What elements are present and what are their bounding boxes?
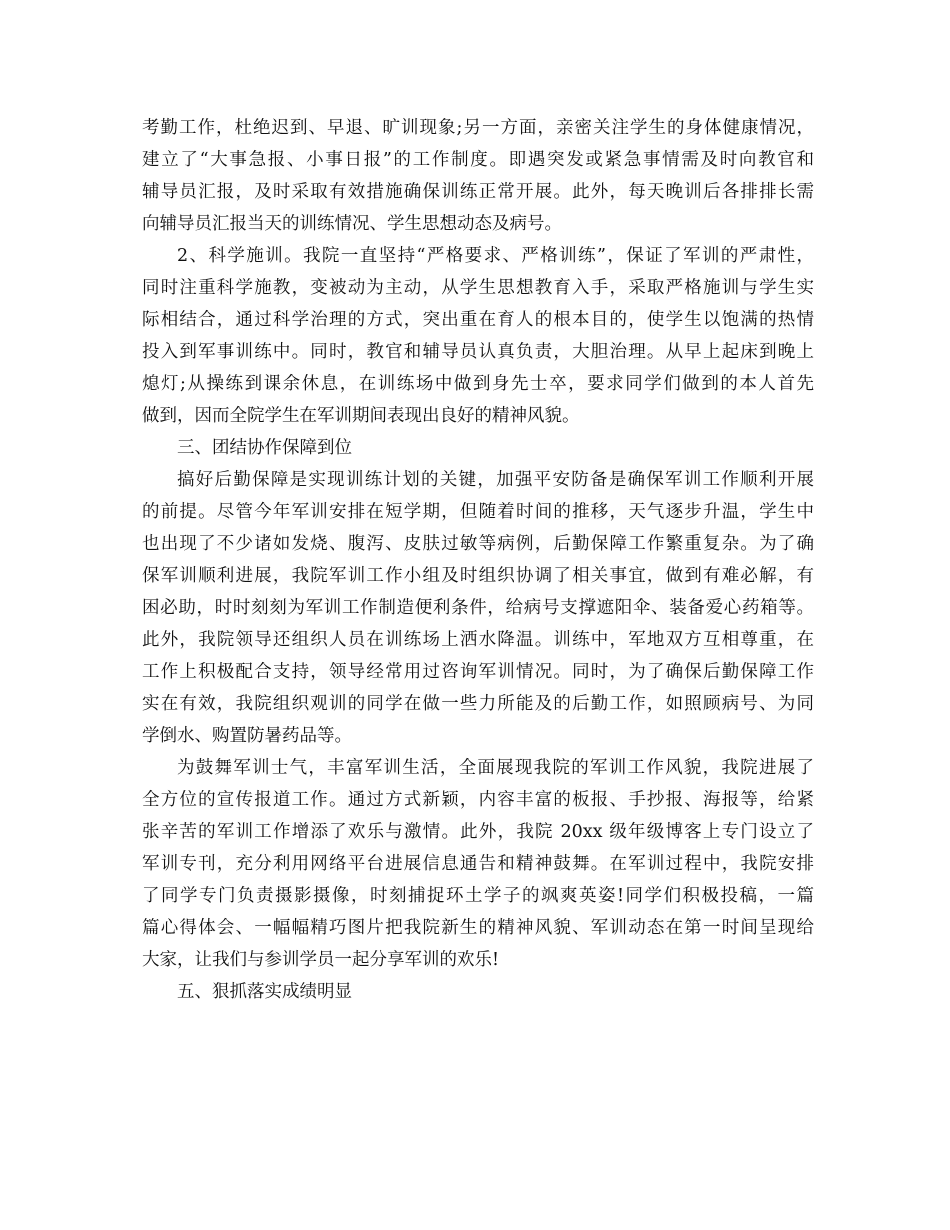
text-line: 大家，让我们与参训学员一起分享军训的欢乐! — [142, 950, 500, 970]
text-line: 三、团结协作保障到位 — [177, 438, 352, 458]
text-line: 全方位的宣传报道工作。通过方式新颖，内容丰富的板报、手抄报、海报等，给紧 — [142, 790, 814, 810]
text-line: 际相结合，通过科学治理的方式，突出重在育人的根本目的，使学生以饱满的热情 — [142, 310, 814, 330]
text-line: 向辅导员汇报当天的训练情况、学生思想动态及病号。 — [142, 214, 562, 234]
text-line: 的前提。尽管今年军训安排在短学期，但随着时间的推移，天气逐步升温，学生中 — [142, 502, 814, 522]
text-line: 建立了“大事急报、小事日报”的工作制度。即遇突发或紧急事情需及时向教官和 — [142, 150, 814, 170]
text-line: 军训专刊，充分利用网络平台进展信息通告和精神鼓舞。在军训过程中，我院安排 — [142, 854, 814, 874]
text-line: 困必助，时时刻刻为军训工作制造便利条件，给病号支撑遮阳伞、装备爱心药箱等。 — [142, 598, 814, 618]
text-line: 实在有效，我院组织观训的同学在做一些力所能及的后勤工作，如照顾病号、为同 — [142, 694, 814, 714]
text-line: 五、狠抓落实成绩明显 — [177, 982, 352, 1002]
text-line: 做到，因而全院学生在军训期间表现出良好的精神风貌。 — [142, 406, 580, 426]
text-line: 2、科学施训。我院一直坚持“严格要求、严格训练”，保证了军训的严肃性， — [177, 246, 814, 266]
text-line: 投入到军事训练中。同时，教官和辅导员认真负责，大胆治理。从早上起床到晚上 — [142, 342, 814, 362]
text-line: 熄灯;从操练到课余休息，在训练场中做到身先士卒，要求同学们做到的本人首先 — [142, 374, 814, 394]
text-line: 为鼓舞军训士气，丰富军训生活，全面展现我院的军训工作风貌，我院进展了 — [177, 758, 814, 778]
text-line: 搞好后勤保障是实现训练计划的关键，加强平安防备是确保军训工作顺利开展 — [177, 470, 814, 490]
text-line: 也出现了不少诸如发烧、腹泻、皮肤过敏等病例，后勤保障工作繁重复杂。为了确 — [142, 534, 814, 554]
text-line: 此外，我院领导还组织人员在训练场上洒水降温。训练中，军地双方互相尊重，在 — [142, 630, 814, 650]
text-line: 辅导员汇报，及时采取有效措施确保训练正常开展。此外，每天晚训后各排排长需 — [142, 182, 814, 202]
document-body — [142, 112, 814, 1008]
text-line: 篇心得体会、一幅幅精巧图片把我院新生的精神风貌、军训动态在第一时间呈现给 — [142, 918, 814, 938]
text-line: 张辛苦的军训工作增添了欢乐与激情。此外，我院 20xx 级年级博客上专门设立了 — [142, 822, 814, 842]
text-line: 保军训顺利进展，我院军训工作小组及时组织协调了相关事宜，做到有难必解，有 — [142, 566, 814, 586]
text-line: 同时注重科学施教，变被动为主动，从学生思想教育入手，采取严格施训与学生实 — [142, 278, 814, 298]
text-line: 了同学专门负责摄影摄像，时刻捕捉环土学子的飒爽英姿!同学们积极投稿，一篇 — [142, 886, 814, 906]
text-line: 工作上积极配合支持，领导经常用过咨询军训情况。同时，为了确保后勤保障工作 — [142, 662, 814, 682]
text-line: 学倒水、购置防暑药品等。 — [142, 726, 352, 746]
text-line: 考勤工作，杜绝迟到、早退、旷训现象;另一方面，亲密关注学生的身体健康情况， — [142, 118, 814, 138]
